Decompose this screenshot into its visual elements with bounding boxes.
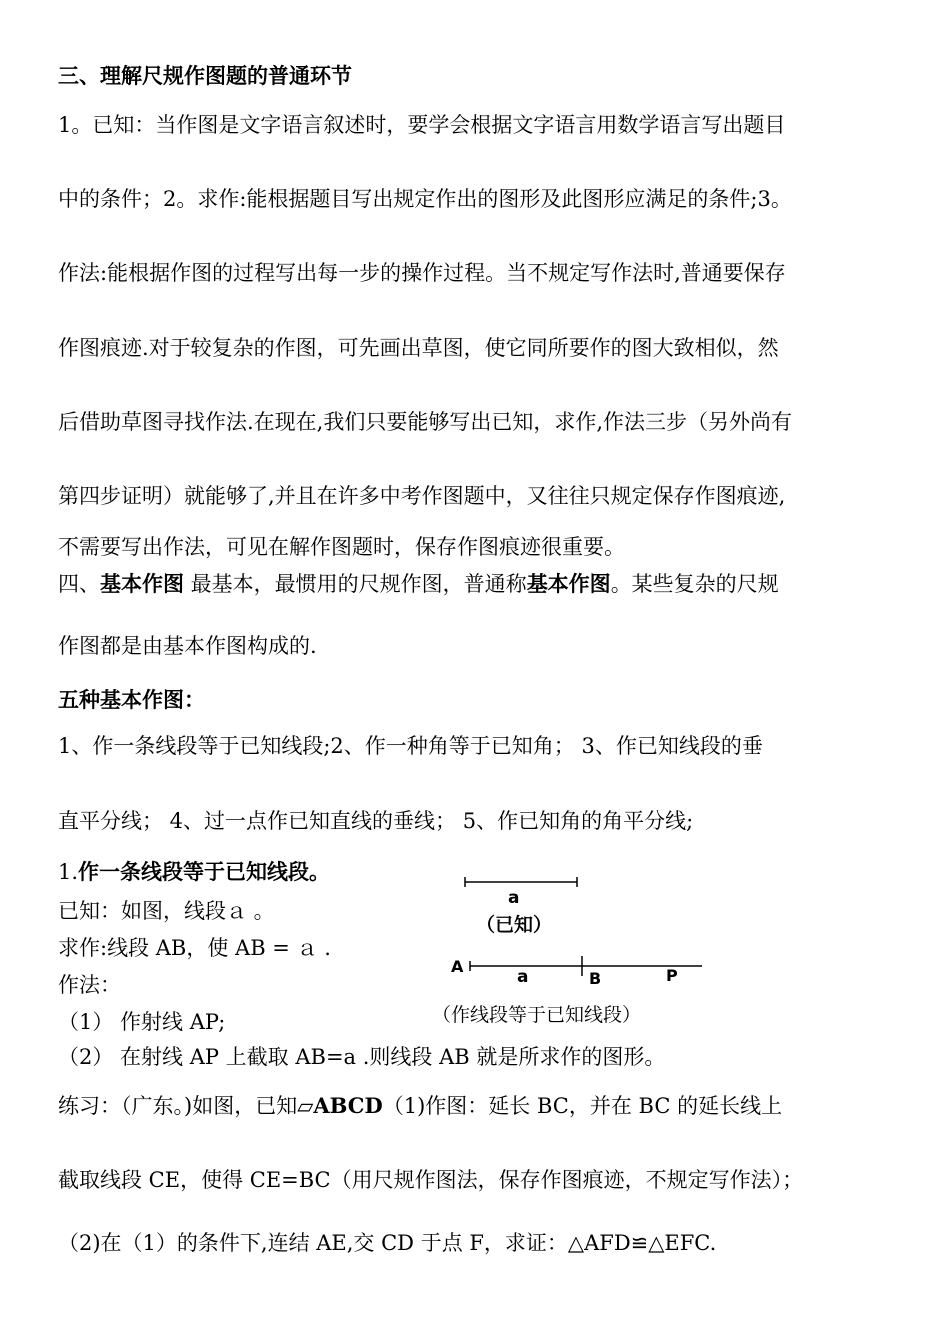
exercise-line-2: 截取线段 CE，使得 CE=BC（用尺规作图法，保存作图痕迹，不规定写作法）；: [58, 1168, 804, 1192]
section3-line-1: 1。已知：当作图是文字语言叙述时，要学会根据文字语言用数学语言写出题目: [58, 113, 786, 137]
exercise-intro: 练习：（广东。)如图，已知: [58, 1094, 298, 1118]
construction1-title: 作一条线段等于已知线段。: [78, 859, 331, 884]
exercise-line-1: [58, 1092, 782, 1120]
construction1-step-2: （2） 在射线 AP 上截取 AB=a .则线段 AB 就是所求作的图形。: [58, 1045, 666, 1069]
given-segment-label: a: [508, 888, 520, 908]
section4-suffix: 。某些复杂的尺规: [610, 572, 779, 596]
section3-line-5: 后借助草图寻找作法.在现在,我们只要能够写出已知，求作,作法三步（另外尚有: [58, 410, 793, 434]
construction1-given: 已知：如图，线段ａ 。: [58, 899, 275, 923]
point-a-label: A: [451, 957, 464, 976]
parallelogram-abcd: ▱ABCD: [297, 1093, 383, 1118]
section4-term-1: 基本作图: [100, 571, 184, 596]
section3-heading: 三、理解尺规作图题的普通环节: [58, 63, 352, 88]
construction1-step-1: （1） 作射线 AP;: [58, 1010, 226, 1034]
section4-line-2: 作图都是由基本作图构成的.: [58, 634, 317, 658]
ray-segment-label: a: [517, 967, 529, 987]
construction1-number: 1.: [58, 860, 79, 884]
figure-caption: （作线段等于已知线段）: [432, 1004, 642, 1026]
section5-line-1: 1、作一条线段等于已知线段;2、作一种角等于已知角； 3、作已知线段的垂: [58, 734, 763, 758]
exercise-line-3: （2)在（1）的条件下,连结 AE,交 CD 于点 F，求证：△AFD≌△EFC.: [58, 1231, 717, 1255]
segment-construction-figure: [432, 868, 720, 1038]
section3-line-6: 第四步证明）就能够了,并且在许多中考作图题中，又往往只规定保存作图痕迹,: [58, 484, 786, 508]
section5-line-2: 直平分线； 4、过一点作已知直线的垂线； 5、作已知角的角平分线;: [58, 809, 694, 833]
section3-line-3: 作法:能根据作图的过程写出每一步的操作过程。当不规定写作法时,普通要保存: [58, 261, 786, 285]
point-b-label: B: [589, 969, 602, 988]
exercise-part1: （1)作图：延长 BC，并在 BC 的延长线上: [382, 1094, 783, 1118]
section3-line-7: 不需要写出作法，可见在解作图题时，保存作图痕迹很重要。: [58, 535, 625, 559]
given-label: （已知）: [476, 914, 553, 936]
section5-heading: 五种基本作图：: [58, 687, 205, 712]
section4-prefix: 四、: [58, 572, 100, 596]
construction1-method: 作法：: [58, 973, 121, 997]
point-p-label: P: [666, 966, 678, 985]
section4-line-1: [58, 570, 779, 598]
section4-term-2: 基本作图: [526, 571, 611, 596]
section3-line-4: 作图痕迹.对于较复杂的作图，可先画出草图，使它同所要作的图大致相似，然: [58, 336, 779, 360]
section3-line-2: 中的条件；2。求作:能根据题目写出规定作出的图形及此图形应满足的条件;3。: [58, 187, 792, 211]
construction1-title-line: [58, 858, 330, 886]
section4-mid: 最基本，最惯用的尺规作图，普通称: [184, 572, 527, 596]
construction1-find: 求作:线段 AB，使 AB = ａ .: [58, 936, 331, 960]
